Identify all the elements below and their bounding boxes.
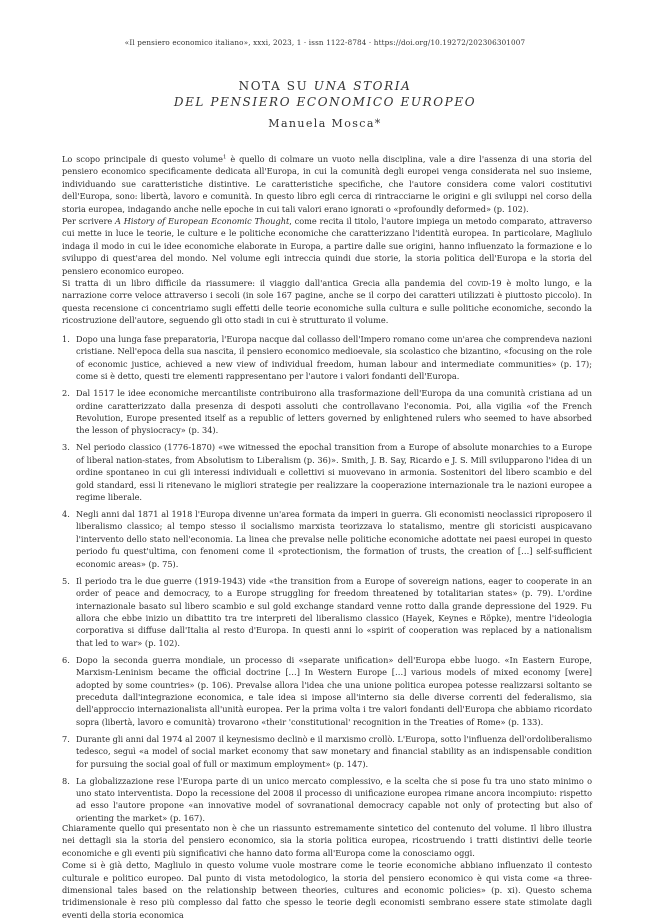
list-item-number: 6. bbox=[62, 654, 70, 665]
list-item-text: Durante gli anni dal 1974 al 2007 il keynesismo declinò e il marxismo crollò. L'Europa, sotto l'influenza dell'ordoliberalismo tedesco, seguì «a model of social market economy that saw monetary and financial stability as an indispensable condition for pursuing the social goal of full or maximum employment» (p. 147). bbox=[76, 733, 592, 769]
footnote-marker[interactable]: 1 bbox=[223, 154, 227, 161]
list-item-text: Dal 1517 le idee economiche mercantiliste contribuirono alla trasformazione dell'Europa da una comunità cristiana ad un ordine caratterizzato dalla presenza di despoti assoluti che controllavano l'economia. Poi, alla vigilia «of the French Revolution, Europe presented itself as a republic of letters governed by enlightened rulers who seemed to have absorbed the lesson of physiocracy» (p. 34). bbox=[76, 388, 592, 436]
list-item bbox=[62, 775, 592, 825]
list-item-number: 8. bbox=[62, 775, 70, 786]
list-item-number: 4. bbox=[62, 509, 70, 520]
list-item bbox=[62, 654, 592, 728]
list-item-number: 1. bbox=[62, 334, 70, 344]
list-item-text: Dopo la seconda guerra mondiale, un processo di «separate unification» dell'Europa ebbe luogo. «In Eastern Europe, Marxism-Leninism became the official doctrine […] In Western Europe […] various models of mixed economy [were] adopted by some countries» (p. 106). Prevalse allora l'idea che una unione politica europea potesse realizzarsi soltanto se preceduta dall'integrazione economica, e tale idea si impose all'interno sia delle diverse correnti del federalismo, sia dell'approccio internazionalista all'unità europea. Per la prima volta i tre valori fondanti dell'Europa che abbiamo ricordato sopra (libertà, lavoro e comunità) trovarono «their 'constitutional' recognition in the Treaties of Rome» (p. 133). bbox=[76, 654, 592, 727]
running-head: «Il pensiero economico italiano», xxxi, 2023, 1 · issn 1122-8784 · https://doi.org/10.19272/202306301007 bbox=[124, 38, 526, 47]
title-line-2: DEL PENSIERO ECONOMICO EUROPEO bbox=[173, 95, 477, 109]
covid-small-caps: covid-19 bbox=[467, 278, 502, 289]
intro-p3-text-a: Si tratta di un libro difficile da riassumere: il viaggio dall'antica Grecia alla pandemia del bbox=[62, 278, 468, 289]
title-line-1 bbox=[0, 78, 650, 94]
intro-paragraph-1 bbox=[62, 153, 592, 215]
list-item-number: 3. bbox=[62, 442, 70, 453]
book-title: A History of European Economic Thought bbox=[115, 216, 290, 227]
list-item bbox=[62, 387, 592, 437]
closing-section bbox=[62, 822, 592, 921]
list-item-number: 7. bbox=[62, 733, 70, 744]
intro-p2-text-b: , come recita il titolo, l'autore impiega un metodo comparato, attraverso cui mette in luce le teorie, le culture e le politiche economiche che caratterizzano l'identità europea. In particolare, Magliulo indaga il modo in cui le idee economiche elaborate in Europa, a partire dalle sue origini, hanno influenzato la formazione e lo sviluppo di quest'area del mondo. Nel volume egli intreccia quindi due storie, la storia politica dell'Europa e la storia del pensiero economico europeo. bbox=[62, 216, 593, 276]
list-item-number: 5. bbox=[62, 575, 70, 586]
stages-list bbox=[62, 333, 592, 829]
list-item bbox=[62, 575, 592, 649]
intro-section bbox=[62, 153, 592, 327]
intro-paragraph-3 bbox=[62, 277, 592, 327]
intro-p1-text-a: Lo scopo principale di questo volume bbox=[62, 154, 224, 164]
closing-paragraph-2: Come si è già detto, Magliulo in questo volume vuole mostrare come le teorie economiche abbiano influenzato il contesto culturale e politico europeo. Dal punto di vista metodologico, la storia del pensiero economico è qui vista come «a three-dimensional tales based on the relationship between theories, cultures and economic policies» (p. xi). Questo schema tridimensionale è reso più complesso dal fatto che spesso le teorie degli economisti sembrano essere state stimolate dagli eventi della storia economica bbox=[62, 860, 592, 920]
intro-p3-text-b: è molto lungo, e la narrazione corre veloce attraverso i secoli (in sole 167 pagine, anche se il corpo dei caratteri utilizzati è piuttosto piccolo). In questa recensione ci concentriamo sugli effetti delle teorie economiche sulla cultura e sulle politiche economiche, secondo la ricostruzione dell'autore, seguendo gli otto stadi in cui è strutturato il volume. bbox=[62, 278, 592, 326]
title-italic-part: UNA STORIA bbox=[313, 79, 412, 93]
title-prefix: NOTA SU bbox=[238, 79, 314, 93]
intro-p2-text-a: Per scrivere bbox=[62, 216, 116, 227]
intro-p1-text-b: è quello di colmare un vuoto nella disciplina, vale a dire l'assenza di una storia del pensiero economico specificamente dedicata all'Europa, in cui la comunità degli europei venga considerata nel suo insieme, individuando sue caratteristiche distintive. Le caratteristiche specifiche, che l'autore considera come valori costitutivi dell'Europa, sono: libertà, lavoro e comunità. In questo libro egli cerca di rintracciarne le origini e gli sviluppi nel corso della storia europea, indagando anche nelle epoche in cui tali valori erano ignorati o «profoundly deformed» (p. 102). bbox=[62, 154, 592, 214]
list-item-text: Il periodo tra le due guerre (1919-1943) vide «the transition from a Europe of sovereign nations, eager to cooperate in an order of peace and democracy, to a Europe struggling for freedom threatened by totalitarian states» (p. 79). L'ordine internazionale basato sul libero scambio e sul gold exchange standard venne rotto dalla grande depressione del 1929. Fu allora che ebbe inizio un dibattito tra tre interpreti del liberalismo classico (Hayek, Keynes e Röpke), mentre l'ideologia corporativa si diffuse dall'Italia al resto d'Europa. In questi anni lo «spirit of cooperation was replaced by a nationalism that led to war» (p. 102). bbox=[76, 575, 592, 648]
list-item bbox=[62, 733, 592, 770]
list-item-text: Negli anni dal 1871 al 1918 l'Europa divenne un'area formata da imperi in guerra. Gli economisti neoclassici riproposero il liberalismo classico; al tempo stesso il socialismo marxista teorizzava lo statalismo, mentre gli storicisti auspicavano l'intervento dello stato nell'economia. La linea che prevalse nelle politiche economiche adottate nei paesi europei in questo periodo fu quest'ultima, con fenomeni come il «protectionism, the formation of trusts, the creation of […] self-sufficient economic areas» (p. 75). bbox=[76, 509, 592, 569]
list-item bbox=[62, 333, 592, 383]
author-name: Manuela Mosca* bbox=[268, 117, 382, 130]
article-title bbox=[0, 78, 650, 110]
list-item-text: Nel periodo classico (1776-1870) «we witnessed the epochal transition from a Europe of absolute monarchies to a Europe of liberal nation-states, from Absolutism to Liberalism (p. 36)». Smith, J. B. Say, Ricardo e J. S. Mill svilupparono l'idea di un ordine spontaneo in cui gli interessi individuali e collettivi si muovevano in armonia. Sostenitori del libero scambio e del gold standard, essi li ritenevano le migliori strategie per realizzare la cooperazione internazionale tra le nazioni europee a regime liberale. bbox=[76, 442, 592, 503]
list-item-number: 2. bbox=[62, 388, 70, 399]
closing-paragraph-1: Chiaramente quello qui presentato non è che un riassunto estremamente sintetico del contenuto del volume. Il libro illustra nei dettagli sia la storia del pensiero economico, sia la storia politica europea, ricostruendo i tratti distintivi delle teorie economiche e gli eventi più significativi che hanno dato forma all'Europa come la conosciamo oggi. bbox=[62, 823, 592, 858]
list-item bbox=[62, 441, 592, 503]
list-item bbox=[62, 508, 592, 570]
list-item-text: La globalizzazione rese l'Europa parte di un unico mercato complessivo, e la scelta che si pose fu tra uno stato minimo o uno stato interventista. Dopo la recessione del 2008 il processo di unificazione europea rimane ancora incompiuto: rispetto ad esso l'autore propone «an innovative model of sovranational democracy capable not only of protecting but also of orienting the market» (p. 167). bbox=[76, 775, 592, 823]
intro-paragraph-2 bbox=[62, 215, 592, 277]
list-item-text: Dopo una lunga fase preparatoria, l'Europa nacque dal collasso dell'Impero romano come un'area che comprendeva nazioni cristiane. Nell'epoca della sua nascita, il pensiero economico medioevale, sia scolastico che bizantino, «focusing on the role of economic justice, achieved a new view of individual freedom, human labour and intermediate communities» (p. 17); come si è detto, questi tre elementi rappresentano per l'autore i valori fondanti dell'Europa. bbox=[76, 334, 592, 382]
